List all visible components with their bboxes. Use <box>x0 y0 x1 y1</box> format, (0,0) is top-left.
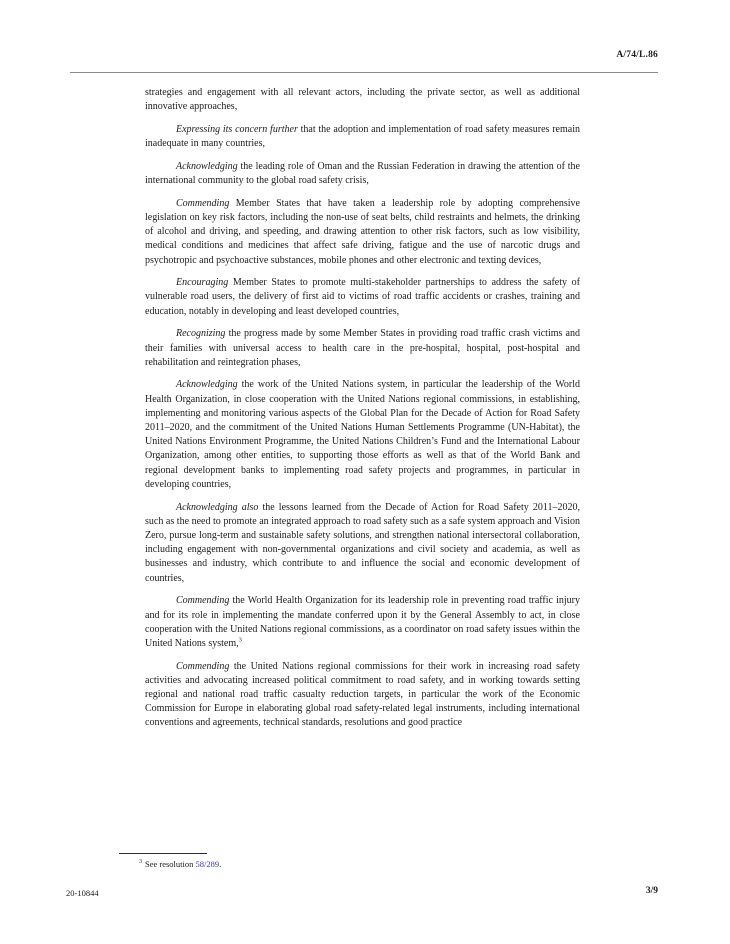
paragraph: Commending Member States that have taken a leadership role by adopting comprehensive legislation on key risk factors, including the non-use of seat belts, child restraints and helmets, the drinking of alcohol and driving, and speeding, and drawing attention to other risk factors, such as low visibility, medical conditions and medicines that affect safe driving, fatigue and the use of narcotic drugs and psychotropic and psychoactive substances, mobile phones and other electronic and texting devices, <box>145 197 580 266</box>
paragraph-lead-word: Recognizing <box>176 328 226 340</box>
footnote-separator-rule <box>119 853 207 854</box>
paragraph-lead-word: Acknowledging also <box>176 501 259 513</box>
paragraph: Encouraging Member States to promote multi-stakeholder partnerships to address the safety of vulnerable road users, the delivery of first aid to victims of road traffic accidents or crashes, training and education, notably in developing and least developed countries, <box>145 277 580 317</box>
paragraph: Commending the United Nations regional commissions for their work in increasing road safety activities and advocating increased political commitment to road safety, and in working towards setting regional and national road traffic casualty reduction targets, in particular the work of the Economic Commission for Europe in elaborating global road safety-related legal instruments, including international conventions and agreements, technical standards, resolutions and good practice <box>145 660 580 729</box>
document-symbol: A/74/L.86 <box>616 50 658 60</box>
paragraph-lead-word: Acknowledging <box>176 160 238 172</box>
paragraph-lead-word: Expressing its concern further <box>176 123 298 135</box>
footnote-block <box>119 853 554 870</box>
paragraph-lead-word: Encouraging <box>176 277 229 289</box>
paragraph-lead-word: Acknowledging <box>176 379 238 391</box>
paragraph: Acknowledging the leading role of Oman and the Russian Federation in drawing the attention of the international community to the global road safety crisis, <box>145 160 580 187</box>
paragraph-lead-word: Commending <box>176 197 230 209</box>
footnote-reference[interactable]: 3 <box>238 636 242 644</box>
paragraph: Expressing its concern further that the adoption and implementation of road safety measures remain inadequate in many countries, <box>145 123 580 150</box>
paragraph: Acknowledging the work of the United Nations system, in particular the leadership of the World Health Organization, in close cooperation with the United Nations regional commissions, in establishing, implementing and monitoring various aspects of the Global Plan for the Decade of Action for Road Safety 2011–2020, and the commitment of the United Nations Human Settlements Programme (UN-Habitat), the United Nations Environment Programme, the United Nations Children’s Fund and the International Labour Organization, among other entities, to supporting those efforts as well as that of the World Bank and regional development banks to implementing road safety projects and programmes, in particular in developing countries, <box>145 379 580 490</box>
resolution-link[interactable]: 58/289 <box>195 859 220 869</box>
paragraph: Acknowledging also the lessons learned from the Decade of Action for Road Safety 2011–2020, such as the need to promote an integrated approach to road safety such as a safe system approach and Vision Zero, pursue long-term and sustainable safety solutions, and strengthen national intersectoral collaboration, including engagement with non-governmental organizations and civil society and academia, as well as businesses and industry, which contribute to and influence the social and economic development of countries, <box>145 501 580 584</box>
footer-page-number: 3/9 <box>645 886 658 896</box>
footnote-marker: 3 <box>139 859 142 866</box>
body-paragraphs <box>145 86 580 731</box>
paragraph: Commending the World Health Organization for its leadership role in preventing road traffic injury and for its role in implementing the mandate conferred upon it by the General Assembly to act, in close cooperation with the United Nations regional commissions, as a coordinator on road safety issues within the United Nations system,$^3$ <box>145 595 580 649</box>
paragraph-lead-word: Commending <box>176 595 230 607</box>
paragraph-lead-word: Commending <box>176 660 230 672</box>
footnote <box>139 859 554 870</box>
footnote-text-after-link: . <box>219 859 222 869</box>
footnote-text-before-link: See resolution <box>145 859 196 869</box>
footer-document-number: 20-10844 <box>66 888 99 898</box>
paragraph: Recognizing the progress made by some Member States in providing road traffic crash victims and their families with universal access to health care in the pre-hospital, hospital, post-hospital and rehabilitation and reintegration phases, <box>145 328 580 368</box>
header-rule <box>70 72 658 73</box>
paragraph: strategies and engagement with all relevant actors, including the private sector, as well as additional innovative approaches, <box>145 87 580 113</box>
